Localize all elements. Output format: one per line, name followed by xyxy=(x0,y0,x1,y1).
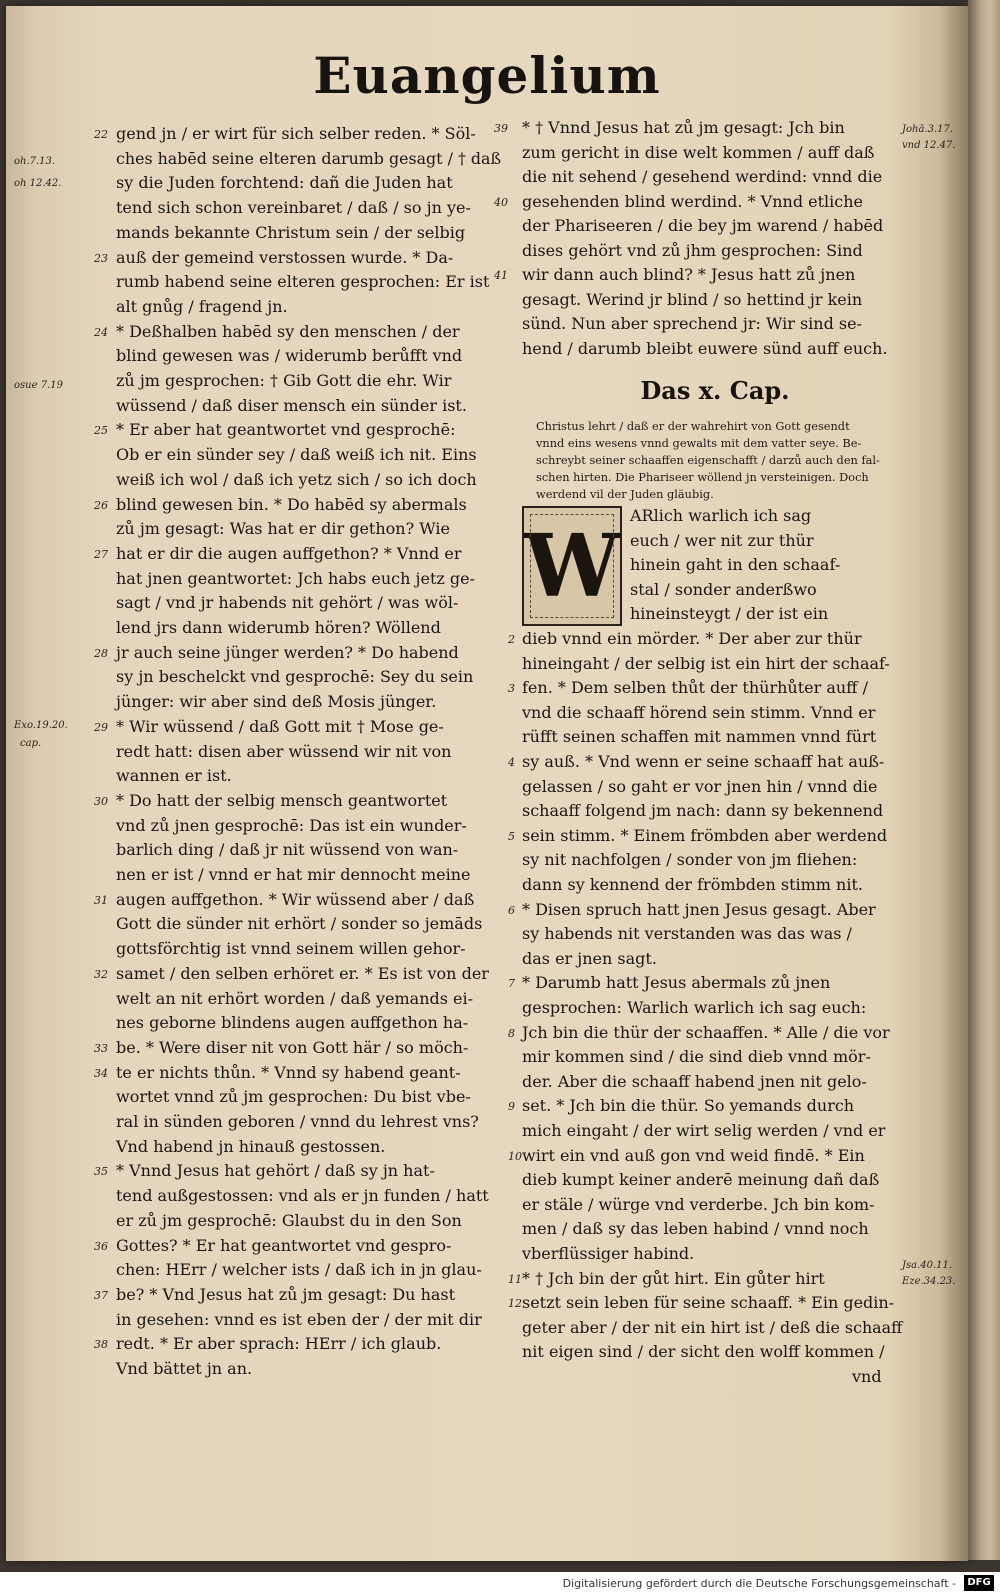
text-line: samet / den selben erhöret er. * Es ist von der xyxy=(116,963,489,983)
text-line: dann sy kennend der frömbden stimm nit. xyxy=(522,875,863,894)
text-line: das er jnen sagt. xyxy=(522,948,657,968)
text-line: * Er aber hat geantwortet vnd gesprochē: xyxy=(116,420,456,440)
text-line: Ob er ein sünder sey / daß weiß ich nit. Eins xyxy=(116,445,477,465)
text-line: hinein gaht in den schaaf- xyxy=(630,555,841,575)
text-line: der. Aber die schaaff habend jnen nit gelo- xyxy=(522,1071,867,1091)
text-line: wirt ein vnd auß gon vnd weid findē. * Ein xyxy=(522,1145,865,1165)
footer-bar xyxy=(0,1572,1000,1595)
verse-number: 9 xyxy=(508,1100,515,1114)
text-line: rüfft seinen schaffen mit nammen vnnd fürt xyxy=(522,727,877,747)
text-line: gelassen / so gaht er vor jnen hin / vnnd die xyxy=(522,776,878,796)
text-line: redt. * Er aber sprach: HErr / ich glaub. xyxy=(116,1334,442,1354)
text-line: set. * Jch bin die thür. So yemands durch xyxy=(522,1096,855,1116)
text-line: sy die Juden forchtend: dañ die Juden hat xyxy=(116,173,453,193)
text-line: wir dann auch blind? * Jesus hatt zů jnen xyxy=(522,265,856,284)
book-page xyxy=(6,6,968,1561)
text-line: * † Vnnd Jesus hat zů jm gesagt: Jch bin xyxy=(522,118,845,137)
text-line: setzt sein leben für seine schaaff. * Ein gedin- xyxy=(522,1293,895,1313)
verse-number: 32 xyxy=(94,967,108,981)
initial-letter: W xyxy=(523,515,621,617)
text-line: hat jnen geantwortet: Jch habs euch jetz ge- xyxy=(116,568,476,588)
text-line: gottsförchtig ist vnnd seinem willen gehor- xyxy=(116,939,466,959)
text-line: gesprochen: Warlich warlich ich sag euch: xyxy=(522,998,867,1017)
margin-reference: vnd 12.47. xyxy=(902,140,956,151)
text-line: rumb habend seine elteren gesprochen: Er ist xyxy=(116,272,490,292)
text-line: be? * Vnd Jesus hat zů jm gesagt: Du hast xyxy=(116,1284,456,1304)
text-line: sy habends nit verstanden was das was / xyxy=(522,924,852,944)
text-line: chen: HErr / welcher ists / daß ich in jn glau- xyxy=(116,1260,482,1280)
footer-credit: Digitalisierung gefördert durch die Deutsche Forschungsgemeinschaft - xyxy=(562,1577,956,1590)
text-line: welt an nit erhört worden / daß yemands ei- xyxy=(116,988,474,1008)
text-line: Gottes? * Er hat geantwortet vnd gespro- xyxy=(116,1235,452,1255)
summary-line: schreybt seiner schaaffen eigenschafft / darzů auch den fal- xyxy=(536,453,880,467)
text-line: Gott die sünder nit erhört / sonder so jemāds xyxy=(116,914,483,934)
text-line: * Disen spruch hatt jnen Jesus gesagt. Aber xyxy=(522,899,876,919)
text-line: blind gewesen bin. * Do habēd sy abermals xyxy=(116,494,467,514)
verse-number: 11 xyxy=(508,1272,522,1286)
verse-number: 34 xyxy=(94,1066,108,1080)
verse-number: 7 xyxy=(508,977,515,991)
text-line: wortet vnnd zů jm gesprochen: Du bist vbe- xyxy=(116,1087,471,1107)
margin-reference: cap. xyxy=(20,738,42,749)
text-line: sein stimm. * Einem frömbden aber werdend xyxy=(522,825,888,845)
text-line: hineinsteygt / der ist ein xyxy=(630,604,829,624)
verse-number: 6 xyxy=(508,903,515,917)
verse-number: 10 xyxy=(508,1149,522,1163)
text-line: ral in sünden geboren / vnnd du lehrest vns? xyxy=(116,1112,479,1131)
text-line: mir kommen sind / die sind dieb vnnd mör- xyxy=(522,1047,871,1067)
verse-number: 29 xyxy=(94,720,108,734)
text-line: ches habēd seine elteren darumb gesagt / † daß xyxy=(116,148,502,168)
text-line: zů jm gesagt: Was hat er dir gethon? Wie xyxy=(116,519,450,539)
text-line: * † Jch bin der gůt hirt. Ein gůter hirt xyxy=(522,1268,825,1288)
text-line: sy jn beschelckt vnd gesprochē: Sey du sein xyxy=(116,667,474,687)
text-line: mich eingaht / der wirt selig werden / vnd er xyxy=(522,1121,886,1140)
text-line: alt gnůg / fragend jn. xyxy=(116,296,288,316)
margin-reference: Jsa.40.11. xyxy=(902,1260,953,1271)
margin-reference: oh 12.42. xyxy=(14,178,62,189)
text-line: zů jm gesprochen: † Gib Gott die ehr. Wir xyxy=(116,371,452,390)
text-line: Vnd bättet jn an. xyxy=(116,1359,253,1378)
text-line: vberflüssiger habind. xyxy=(522,1244,695,1263)
verse-number: 41 xyxy=(494,269,508,282)
text-line: barlich ding / daß jr nit wüssend von wan- xyxy=(116,840,459,860)
text-line: geter aber / der nit ein hirt ist / deß die schaaff xyxy=(522,1317,903,1337)
verse-number: 30 xyxy=(94,794,108,808)
verse-number: 33 xyxy=(94,1041,108,1055)
verse-number: 26 xyxy=(94,498,108,512)
text-line: zum gericht in dise welt kommen / auff daß xyxy=(522,142,875,162)
verse-number: 39 xyxy=(494,122,508,135)
text-line: tend außgestossen: vnd als er jn funden / hatt xyxy=(116,1186,489,1206)
text-line: augen auffgethon. * Wir wüssend aber / daß xyxy=(116,889,475,909)
margin-reference: Eze.34.23. xyxy=(902,1276,956,1287)
text-line: men / daß sy das leben habind / vnnd noch xyxy=(522,1219,869,1239)
text-line: sagt / vnd jr habends nit gehört / was wöl- xyxy=(116,593,459,613)
text-line: dises gehört vnd zů jhm gesprochen: Sind xyxy=(522,240,863,260)
chapter-summary xyxy=(536,418,906,503)
verse-number: 3 xyxy=(508,682,515,696)
verse-number: 36 xyxy=(94,1239,108,1253)
text-line: mands bekannte Christum sein / der selbig xyxy=(116,222,466,242)
text-line: nit eigen sind / der sicht den wolff kommen / xyxy=(522,1342,885,1362)
verse-number: 38 xyxy=(94,1338,108,1352)
decorated-initial xyxy=(522,506,622,626)
text-line: gend jn / er wirt für sich selber reden. * Söl- xyxy=(116,124,476,143)
text-line: Vnd habend jn hinauß gestossen. xyxy=(116,1136,386,1156)
text-line: der Phariseeren / die bey jm warend / habēd xyxy=(522,216,884,235)
text-line: vnd zů jnen gesprochē: Das ist ein wunder- xyxy=(116,815,467,835)
page-title: Euangelium xyxy=(313,46,661,105)
verse-number: 22 xyxy=(94,128,108,141)
summary-line: schen hirten. Die Phariseer wöllend jn versteinigen. Doch xyxy=(536,470,869,484)
text-line: auß der gemeind verstossen wurde. * Da- xyxy=(116,247,454,267)
text-line: redt hatt: disen aber wüssend wir nit von xyxy=(116,741,452,761)
summary-line: werdend vil der Juden gläubig. xyxy=(536,487,714,501)
text-line: weiß ich wol / daß ich yetz sich / so ich doch xyxy=(116,469,477,489)
text-line: nen er ist / vnnd er hat mir dennocht meine xyxy=(116,865,471,884)
text-line: nes geborne blindens augen auffgethon ha- xyxy=(116,1013,469,1033)
text-line: blind gewesen was / widerumb berůfft vnd xyxy=(116,346,463,366)
text-line: jünger: wir aber sind deß Mosis jünger. xyxy=(116,692,437,712)
text-line: hineingaht / der selbig ist ein hirt der schaaf- xyxy=(522,653,890,673)
verse-number: 8 xyxy=(508,1026,515,1040)
text-line: sünd. Nun aber sprechend jr: Wir sind se- xyxy=(522,314,862,333)
text-line: jr auch seine jünger werden? * Do habend xyxy=(116,642,459,662)
text-line: er stäle / würge vnd verderbe. Jch bin kom- xyxy=(522,1194,875,1214)
verse-number: 24 xyxy=(94,325,108,339)
text-line: * Do hatt der selbig mensch geantwortet xyxy=(116,790,448,810)
text-line: die nit sehend / gesehend werdind: vnnd die xyxy=(522,167,883,186)
summary-line: Christus lehrt / daß er der wahrehirt von Gott gesendt xyxy=(536,419,850,433)
text-line: wüssend / daß diser mensch ein sünder ist. xyxy=(116,395,467,415)
text-line: lend jrs dann widerumb hören? Wöllend xyxy=(116,618,441,637)
chapter-heading: Das x. Cap. xyxy=(640,376,790,405)
text-line: vnd die schaaff hörend sein stimm. Vnnd er xyxy=(522,702,876,722)
margin-reference: osue 7.19 xyxy=(14,380,63,391)
text-line: hend / darumb bleibt euwere sünd auff euch. xyxy=(522,338,888,358)
text-line: ARlich warlich ich sag xyxy=(630,506,812,525)
text-line: in gesehen: vnnd es ist eben der / der mit dir xyxy=(116,1309,482,1329)
text-line: schaaff folgend jm nach: dann sy bekennend xyxy=(522,801,884,821)
text-line: dieb kumpt keiner anderē meinung dañ daß xyxy=(522,1170,880,1190)
text-line: * Deßhalben habēd sy den menschen / der xyxy=(116,321,460,341)
margin-reference: Exo.19.20. xyxy=(14,720,68,731)
verse-number: 28 xyxy=(94,646,108,660)
text-line: stal / sonder anderßwo xyxy=(630,579,817,599)
summary-line: vnnd eins wesens vnnd gewalts mit dem vatter seye. Be- xyxy=(536,436,862,450)
verse-number: 37 xyxy=(94,1288,108,1302)
text-line: sy auß. * Vnd wenn er seine schaaff hat auß- xyxy=(522,752,885,771)
text-line: tend sich schon vereinbaret / daß / so jn ye- xyxy=(116,198,471,218)
next-page-edge xyxy=(968,0,1000,1560)
text-line: Jch bin die thür der schaaffen. * Alle / die vor xyxy=(522,1022,890,1042)
text-line: vnd xyxy=(852,1367,882,1386)
margin-reference: Johā.3.17. xyxy=(902,124,954,135)
verse-number: 31 xyxy=(94,893,108,907)
dfg-logo: DFG xyxy=(964,1575,994,1591)
text-line: * Vnnd Jesus hat gehört / daß sy jn hat- xyxy=(116,1161,435,1181)
text-line: be. * Were diser nit von Gott här / so möch- xyxy=(116,1037,469,1057)
text-line: * Darumb hatt Jesus abermals zů jnen xyxy=(522,973,831,993)
verse-number: 4 xyxy=(508,756,515,769)
initial-ornament xyxy=(530,514,614,618)
text-line: gesagt. Werind jr blind / so hettind jr kein xyxy=(522,289,863,309)
verse-number: 40 xyxy=(494,195,508,209)
text-line: te er nichts thůn. * Vnnd sy habend geant- xyxy=(116,1062,461,1082)
verse-number: 2 xyxy=(508,633,515,646)
text-line: wannen er ist. xyxy=(116,766,232,786)
verse-number: 35 xyxy=(94,1165,108,1179)
text-line: sy nit nachfolgen / sonder von jm fliehen: xyxy=(522,850,858,870)
text-line: gesehenden blind werdind. * Vnnd etliche xyxy=(522,191,864,211)
text-line: er zů jm gesprochē: Glaubst du in den Son xyxy=(116,1210,462,1230)
text-line: dieb vnnd ein mörder. * Der aber zur thür xyxy=(522,629,862,648)
verse-number: 25 xyxy=(94,424,108,438)
verse-number: 5 xyxy=(508,829,515,843)
margin-reference: oh.7.13. xyxy=(14,156,56,167)
verse-number: 23 xyxy=(94,251,108,265)
text-line: * Wir wüssend / daß Gott mit † Mose ge- xyxy=(116,716,444,736)
text-line: hat er dir die augen auffgethon? * Vnnd er xyxy=(116,543,462,563)
verse-number: 12 xyxy=(508,1297,522,1311)
text-line: euch / wer nit zur thür xyxy=(630,530,814,550)
text-line: fen. * Dem selben thůt der thürhůter auff / xyxy=(522,678,869,698)
verse-number: 27 xyxy=(94,547,108,561)
